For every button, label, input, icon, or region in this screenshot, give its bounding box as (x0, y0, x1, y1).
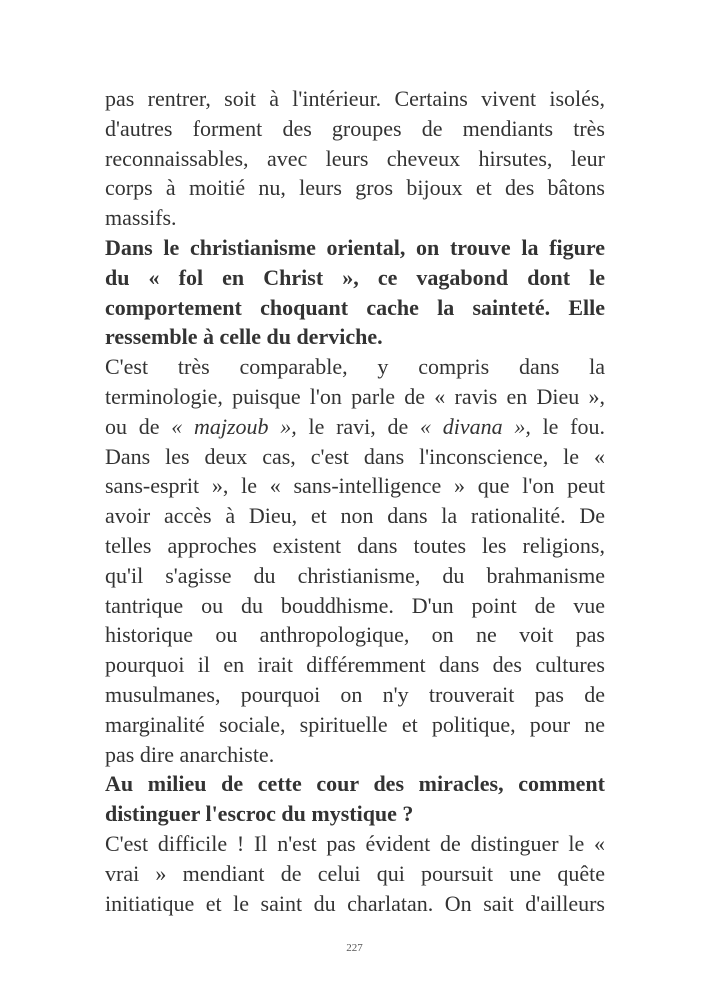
text-line: distinguer l'escroc du mystique ? (105, 801, 414, 827)
text-line: d'autres forment des groupes de mendiants très (105, 115, 605, 141)
text-line: marginalité sociale, spirituelle et politique, pour ne (105, 711, 605, 737)
interview-question (105, 769, 605, 829)
text-span: le fou. (530, 413, 605, 439)
page-body (105, 84, 605, 918)
text-line: C'est difficile ! Il n'est pas évident de distinguer le « (105, 830, 605, 856)
text-line: pourquoi il en irait différemment dans des cultures (105, 652, 605, 678)
paragraph (105, 84, 605, 233)
text-line: corps à moitié nu, leurs gros bijoux et des bâtons (105, 175, 605, 201)
italic-term: « majzoub », (171, 413, 297, 439)
text-line: C'est très comparable, y compris dans la (105, 354, 605, 380)
text-line: initiatique et le saint du charlatan. On sait d'ailleurs (105, 890, 605, 916)
text-span: le ravi, de (296, 413, 420, 439)
text-line: telles approches existent dans toutes les religions, (105, 532, 605, 558)
text-line: pas rentrer, soit à l'intérieur. Certains vivent isolés, (105, 86, 605, 111)
paragraph (105, 829, 605, 918)
text-line (105, 412, 605, 442)
text-line: comportement choquant cache la sainteté. Elle (105, 294, 605, 320)
text-line: historique ou anthropologique, on ne voit pas (105, 622, 605, 648)
paragraph (105, 352, 605, 769)
interview-question (105, 233, 605, 352)
text-line: Dans le christianisme oriental, on trouve la figure (105, 234, 605, 260)
text-line: Dans les deux cas, c'est dans l'inconscience, le « (105, 443, 605, 469)
text-line: tantrique ou du bouddhisme. D'un point de vue (105, 592, 605, 618)
text-line: musulmanes, pourquoi on n'y trouverait pas de (105, 681, 605, 707)
text-line: sans-esprit », le « sans-intelligence » que l'on peut (105, 473, 605, 499)
text-line: qu'il s'agisse du christianisme, du brahmanisme (105, 562, 605, 588)
text-line: reconnaissables, avec leurs cheveux hirsutes, leur (105, 145, 605, 171)
text-line: ressemble à celle du derviche. (105, 324, 383, 350)
text-line: massifs. (105, 205, 177, 231)
text-line: pas dire anarchiste. (105, 741, 275, 767)
text-line: du « fol en Christ », ce vagabond dont le (105, 264, 605, 290)
text-line: Au milieu de cette cour des miracles, comment (105, 771, 605, 797)
text-line: vrai » mendiant de celui qui poursuit une quête (105, 860, 605, 886)
text-span: ou de (105, 413, 172, 439)
page-number: 227 (346, 942, 363, 954)
text-line: avoir accès à Dieu, et non dans la rationalité. De (105, 503, 605, 529)
text-line: terminologie, puisque l'on parle de « ravis en Dieu », (105, 383, 605, 409)
italic-term: « divana », (420, 413, 531, 439)
